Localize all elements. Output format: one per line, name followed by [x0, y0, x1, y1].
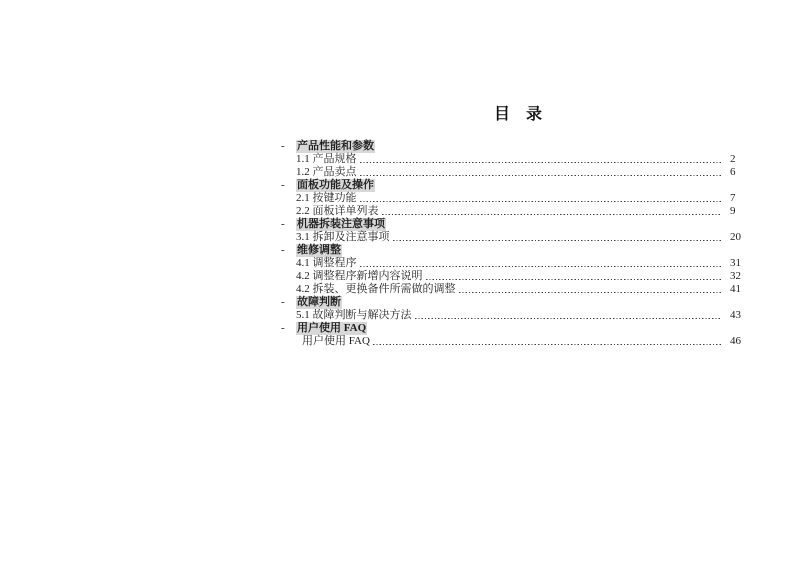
toc-entry-row — [281, 205, 745, 218]
toc-section-row — [281, 218, 745, 231]
toc-entry-row — [281, 283, 745, 296]
toc-entry-page: 20 — [730, 231, 741, 243]
toc-entry-page: 6 — [730, 166, 736, 178]
dot-leader — [382, 214, 723, 216]
toc-entry-page: 2 — [730, 153, 736, 165]
section-dash-marker: - — [281, 179, 285, 191]
toc-entry-label: 1.2 产品卖点 — [296, 166, 357, 178]
dot-leader — [360, 162, 723, 164]
toc-entry-label: 5.1 故障判断与解决方法 — [296, 309, 412, 321]
toc-entry-label: 1.1 产品规格 — [296, 153, 357, 165]
page-title: 目 录 — [493, 106, 542, 123]
dot-leader — [459, 292, 723, 294]
toc-entry-row — [281, 270, 745, 283]
toc-section-row — [281, 322, 745, 335]
toc-entry-label: 4.2 拆装、更换备件所需做的调整 — [296, 283, 456, 295]
toc-entry-row — [281, 192, 745, 205]
toc-entry-page: 43 — [730, 309, 741, 321]
toc-section-label: 机器拆装注意事项 — [297, 218, 385, 230]
toc-entry-label: 2.1 按键功能 — [296, 192, 357, 204]
toc-section-row — [281, 244, 745, 257]
toc-entry-row — [281, 335, 745, 348]
dot-leader — [426, 279, 723, 281]
toc-section-label: 产品性能和参数 — [297, 140, 374, 152]
toc-section-label: 维修调整 — [297, 244, 341, 256]
toc-entry-row — [281, 309, 745, 322]
toc-section-row — [281, 140, 745, 153]
dot-leader — [415, 318, 723, 320]
toc-entry-row — [281, 153, 745, 166]
toc-entry-page: 9 — [730, 205, 736, 217]
toc-section-label: 故障判断 — [297, 296, 341, 308]
dot-leader — [373, 344, 722, 346]
toc-section-label: 用户使用 FAQ — [297, 322, 367, 334]
toc-entry-page: 7 — [730, 192, 736, 204]
toc-entry-row — [281, 166, 745, 179]
toc-entry-label: 2.2 面板详单列表 — [296, 205, 379, 217]
section-dash-marker: - — [281, 322, 285, 334]
table-of-contents — [281, 103, 745, 348]
dot-leader — [360, 175, 723, 177]
toc-entry-page: 41 — [730, 283, 741, 295]
toc-entry-page: 46 — [730, 335, 741, 347]
toc-entry-row — [281, 257, 745, 270]
toc-entry-label: 4.2 调整程序新增内容说明 — [296, 270, 423, 282]
dot-leader — [360, 201, 723, 203]
dot-leader — [360, 266, 723, 268]
toc-section-row — [281, 179, 745, 192]
toc-entry-page: 32 — [730, 270, 741, 282]
section-dash-marker: - — [281, 244, 285, 256]
toc-entry-label: 4.1 调整程序 — [296, 257, 357, 269]
section-dash-marker: - — [281, 140, 285, 152]
dot-leader — [393, 240, 723, 242]
section-dash-marker: - — [281, 296, 285, 308]
toc-entry-page: 31 — [730, 257, 741, 269]
toc-entry-row — [281, 231, 745, 244]
toc-entry-label: 3.1 拆卸及注意事项 — [296, 231, 390, 243]
toc-section-row — [281, 296, 745, 309]
toc-entry-label: 用户使用 FAQ — [302, 335, 370, 347]
toc-section-label: 面板功能及操作 — [297, 179, 374, 191]
section-dash-marker: - — [281, 218, 285, 230]
